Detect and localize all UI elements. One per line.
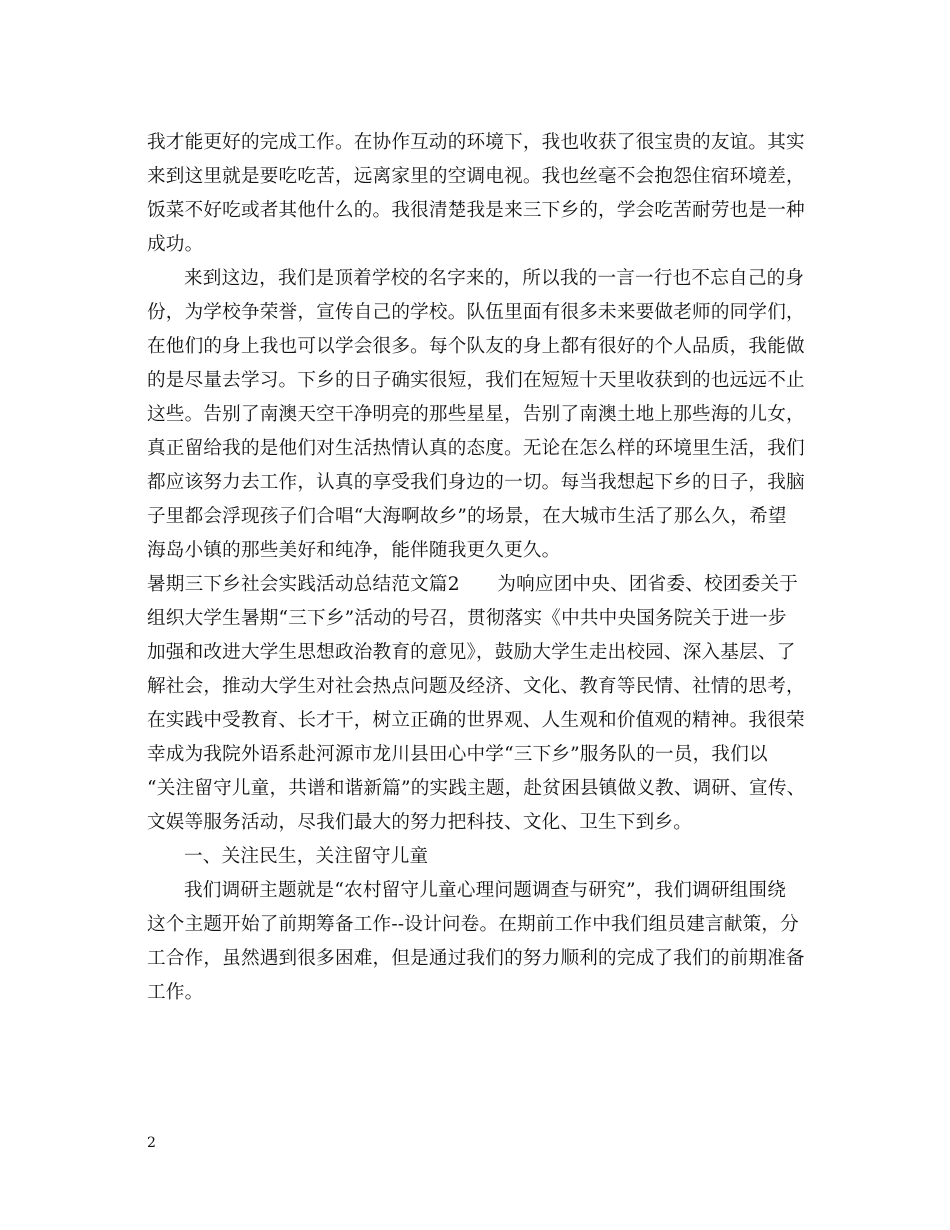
text-line: 都应该努力去工作，认真的享受我们身边的一切。每当我想起下乡的日子，我脑 bbox=[147, 472, 805, 493]
text-line: 来到这边，我们是顶着学校的名字来的，所以我的一言一行也不忘自己的身 bbox=[184, 268, 805, 289]
page-number: 2 bbox=[147, 1135, 156, 1151]
text-line: 饭菜不好吃或者其他什么的。我很清楚我是来三下乡的，学会吃苦耐劳也是一种 bbox=[147, 200, 805, 221]
text-line: 海岛小镇的那些美好和纯净，能伴随我更久更久。 bbox=[147, 540, 561, 561]
text-line: “关注留守儿童，共谱和谐新篇”的实践主题，赴贫困县镇做义教、调研、宣传、 bbox=[147, 778, 806, 799]
text-line: 成功。 bbox=[147, 234, 204, 255]
text-line: 工作。 bbox=[147, 982, 204, 1003]
text-line: 份，为学校争荣誉，宣传自己的学校。队伍里面有很多未来要做老师的同学们， bbox=[147, 302, 805, 323]
text-line: 加强和改进大学生思想政治教育的意见》，鼓励大学生走出校园、深入基层、了 bbox=[147, 642, 796, 663]
text-line: 这个主题开始了前期筹备工作--设计问卷。在期前工作中我们组员建言献策，分 bbox=[147, 914, 799, 935]
section-heading-line: 暑期三下乡社会实践活动总结范文篇2 为响应团中央、团省委、校团委关于 bbox=[147, 574, 799, 595]
text-line: 子里都会浮现孩子们合唱“大海啊故乡”的场景，在大城市生活了那么久，希望 bbox=[147, 506, 787, 527]
text-line: 工合作，虽然遇到很多困难，但是通过我们的努力顺利的完成了我们的前期准备 bbox=[147, 948, 805, 969]
text-line: 解社会，推动大学生对社会热点问题及经济、文化、教育等民情、社情的思考， bbox=[147, 676, 805, 697]
text-line: 组织大学生暑期“三下乡”活动的号召，贯彻落实《中共中央国务院关于进一步 bbox=[147, 608, 787, 629]
text-line: 来到这里就是要吃吃苦，远离家里的空调电视。我也丝毫不会抱怨住宿环境差， bbox=[147, 166, 805, 187]
text-line: 这些。告别了南澳天空干净明亮的那些星星，告别了南澳土地上那些海的儿女， bbox=[147, 404, 805, 425]
text-line: 在实践中受教育、长才干，树立正确的世界观、人生观和价值观的精神。我很荣 bbox=[147, 710, 805, 731]
text-line: 在他们的身上我也可以学会很多。每个队友的身上都有很好的个人品质，我能做 bbox=[147, 336, 805, 357]
text-line: 的是尽量去学习。下乡的日子确实很短，我们在短短十天里收获到的也远远不止 bbox=[147, 370, 805, 391]
text-line: 我们调研主题就是“农村留守儿童心理问题调查与研究”，我们调研组围绕 bbox=[184, 880, 787, 901]
text-line: 幸成为我院外语系赴河源市龙川县田心中学“三下乡”服务队的一员，我们以 bbox=[147, 744, 768, 765]
text-line: 真正留给我的是他们对生活热情认真的态度。无论在怎么样的环境里生活，我们 bbox=[147, 438, 805, 459]
text-line: 我才能更好的完成工作。在协作互动的环境下，我也收获了很宝贵的友谊。其实 bbox=[147, 132, 805, 153]
text-line: 文娱等服务活动，尽我们最大的努力把科技、文化、卫生下到乡。 bbox=[147, 812, 693, 833]
subsection-heading: 一、关注民生，关注留守儿童 bbox=[184, 846, 429, 867]
